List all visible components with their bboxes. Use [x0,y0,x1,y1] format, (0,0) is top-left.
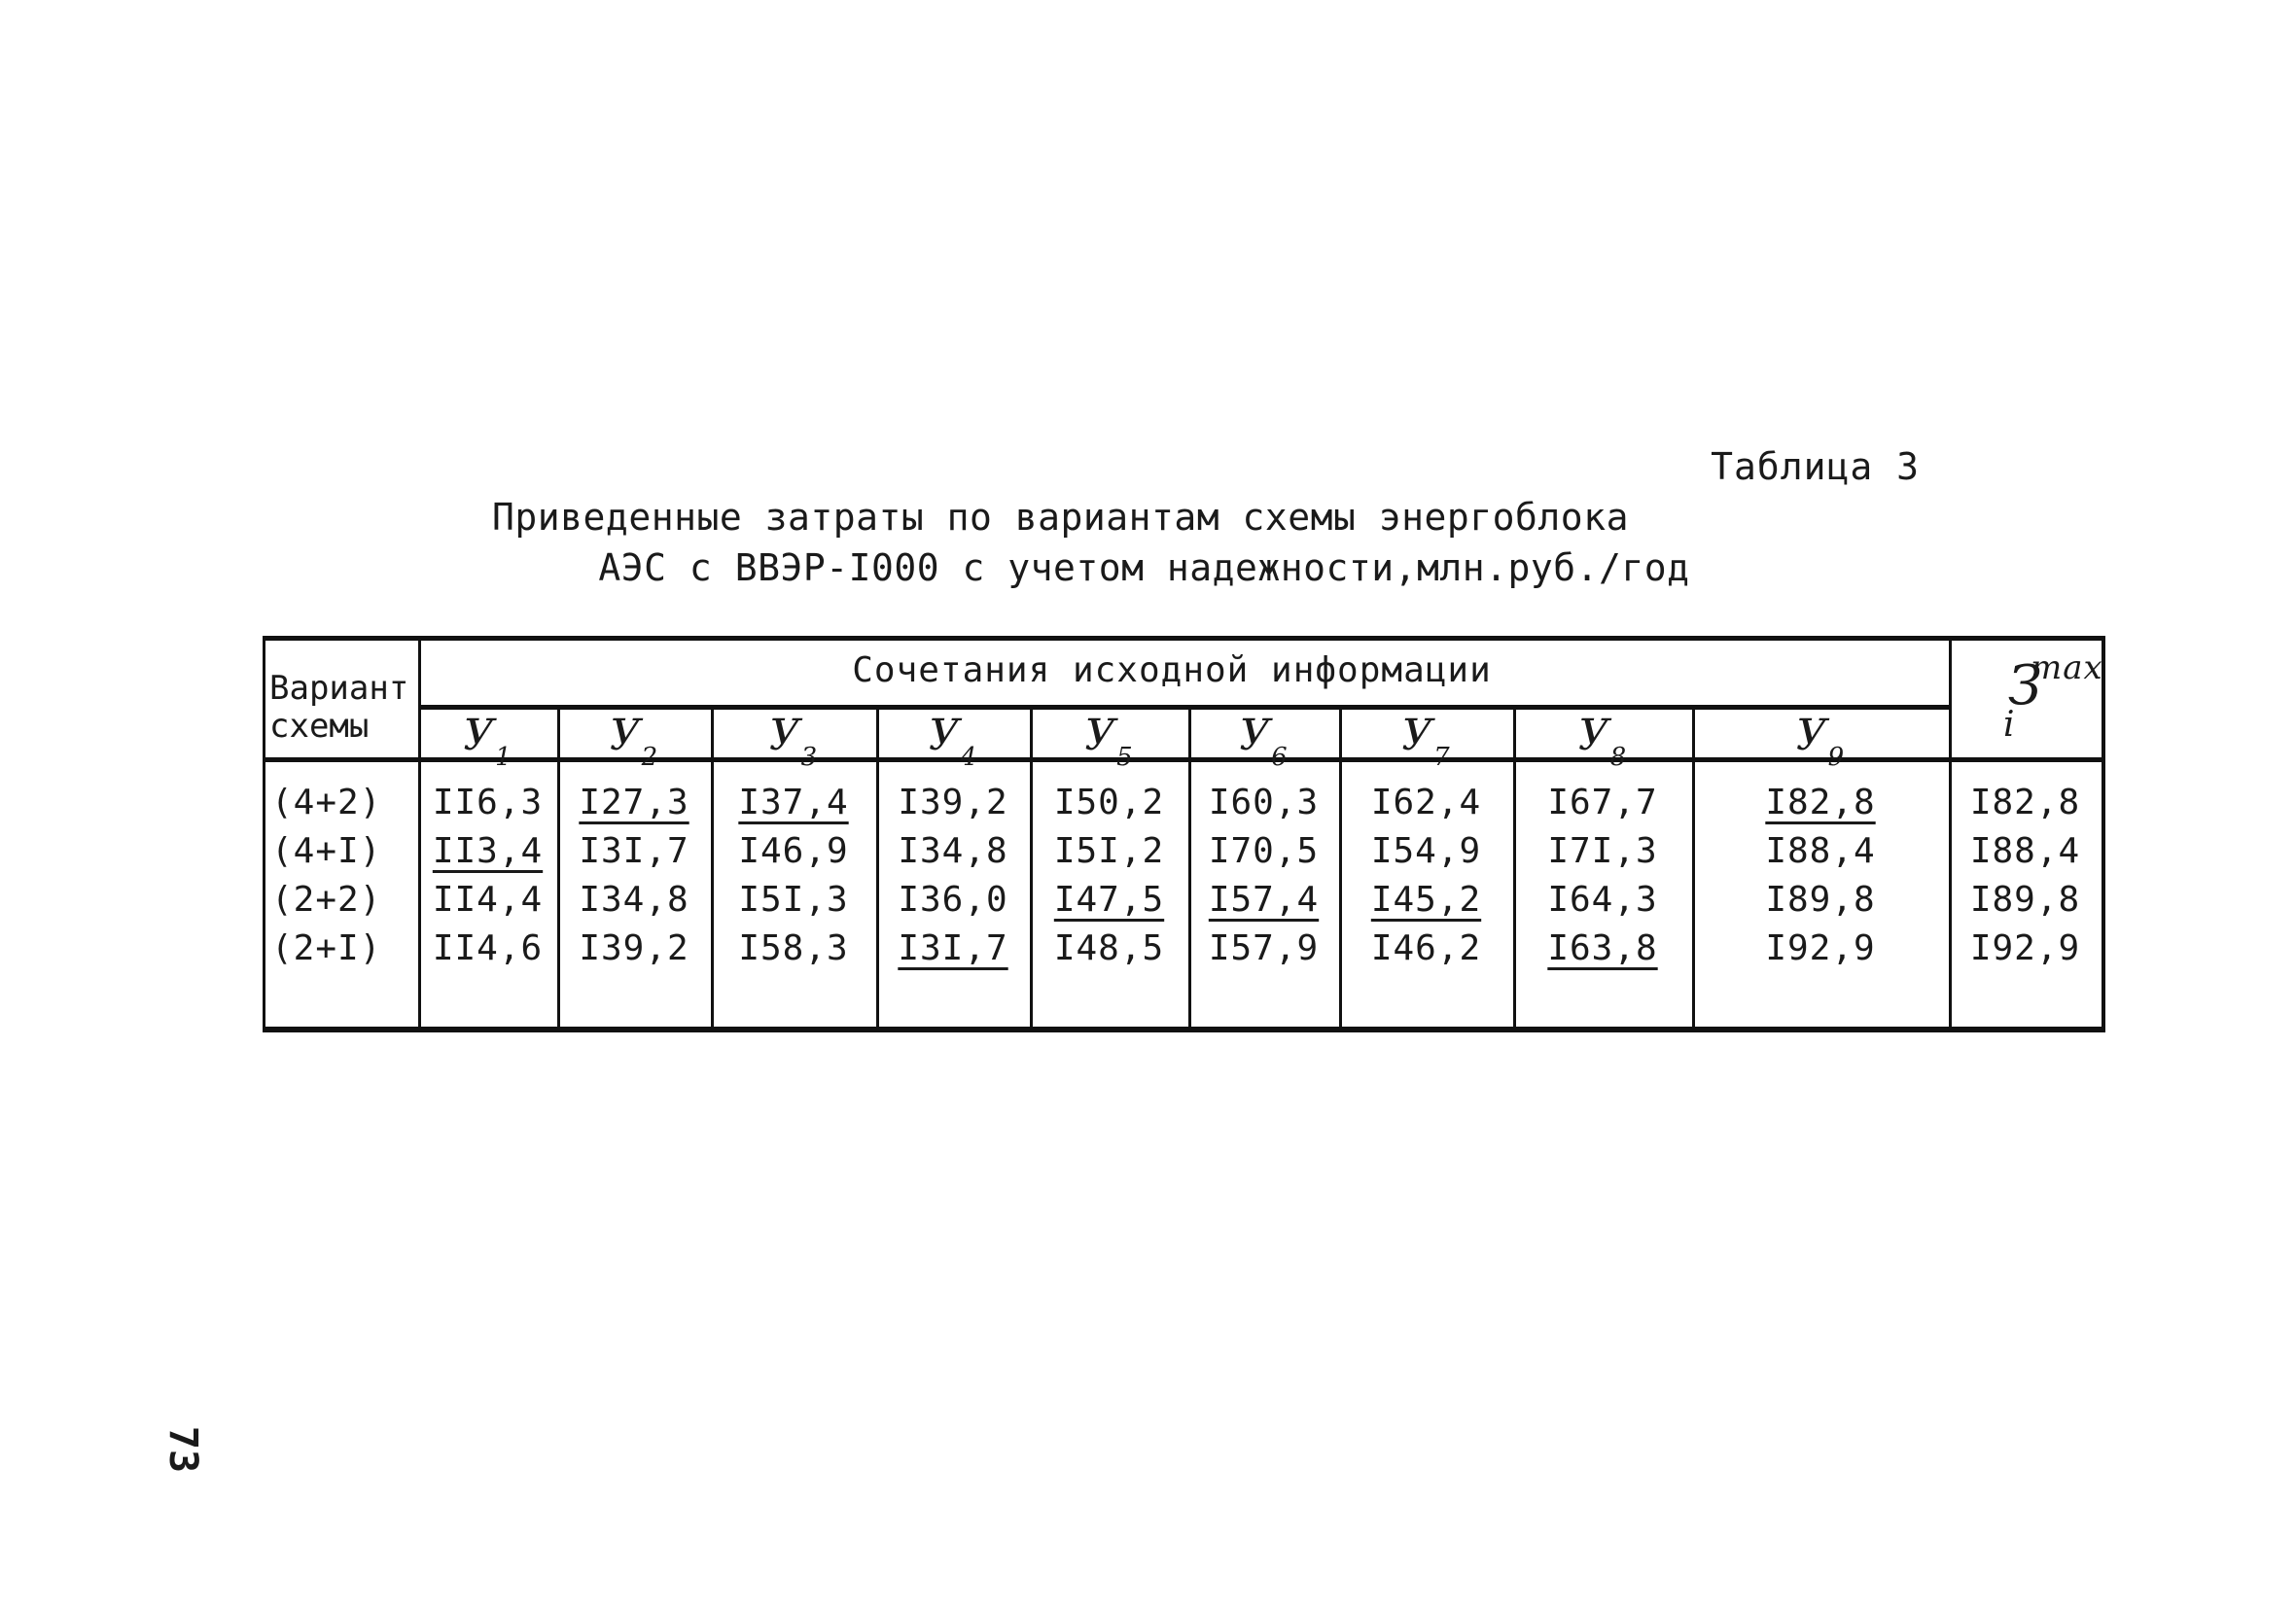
cost-value: I3I,7 [898,928,1008,968]
cost-cell [1030,783,1188,822]
column-header-symbol: У [1401,711,1434,760]
cost-value: I57,9 [1208,928,1320,968]
column-header-index: 3 [800,742,819,772]
cost-cell [557,880,711,920]
page-number: 73 [160,1425,206,1474]
cost-cell [711,928,876,968]
cost-cell-min [1692,783,1949,822]
cost-cell-min [711,783,876,822]
cost-value: I37,4 [738,783,849,822]
combinations-header: Сочетания исходной информации [852,650,1492,690]
table-caption: Таблица 3 [1711,445,1920,488]
cost-cell [1339,783,1513,822]
cost-cell [876,831,1030,871]
column-header-symbol: У [768,711,801,760]
cost-value: I34,8 [579,880,689,920]
row-label: (2+I) [271,928,382,968]
column-header-index: 1 [495,742,512,772]
cost-value: I47,5 [1053,880,1165,920]
cost-value: I57,4 [1208,880,1320,920]
cost-cell [1513,880,1692,920]
cost-value: I46,9 [738,831,849,871]
cost-cell [1513,831,1692,871]
cost-value: I62,4 [1370,783,1482,822]
cost-cell [1692,928,1949,968]
cost-cell [876,783,1030,822]
row-label: (4+I) [271,831,382,871]
cost-value: I92,9 [1765,928,1876,968]
column-header-symbol: У [463,711,496,760]
cost-value: I36,0 [898,880,1008,920]
cost-value: I39,2 [579,928,689,968]
cost-value: II4,6 [432,928,544,968]
cost-value: I67,7 [1547,783,1658,822]
column-header-y2 [557,711,711,772]
column-header-symbol: У [1084,711,1117,760]
zmax-superscript: max [2031,648,2103,687]
cost-cell [1339,831,1513,871]
cost-cell [1188,783,1339,822]
column-header-symbol: У [1795,711,1828,760]
cost-value: I50,2 [1053,783,1165,822]
column-header-symbol: У [1577,711,1610,760]
cost-cell [876,880,1030,920]
cost-cell [557,831,711,871]
column-header-y1 [418,711,557,772]
cost-cell-min [1030,880,1188,920]
cost-value: II4,4 [432,880,544,920]
cost-value: I27,3 [579,783,689,822]
cost-value: I60,3 [1208,783,1320,822]
cost-value: II6,3 [432,783,544,822]
cost-cell-min [418,831,557,871]
cost-cell-min [557,783,711,822]
cost-value: I5I,2 [1053,831,1165,871]
cost-cell [1692,831,1949,871]
cost-value: I34,8 [898,831,1008,871]
cost-cell [418,928,557,968]
cost-cell-min [1188,880,1339,920]
zmax-base: З [2008,654,2043,717]
cost-value: I82,8 [1765,783,1876,822]
column-header-y8 [1513,711,1692,772]
cost-cell [557,928,711,968]
cost-cell [1692,880,1949,920]
cost-value: I48,5 [1053,928,1165,968]
cost-cell [711,831,876,871]
column-header-index: 6 [1271,742,1289,772]
cost-cell [1030,928,1188,968]
zmax-header [1943,648,2108,745]
column-header-y3 [711,711,876,772]
column-header-index: 4 [960,742,978,772]
cost-value: I88,4 [1765,831,1876,871]
column-header-symbol: У [609,711,642,760]
column-header-index: 7 [1433,742,1451,772]
cost-cell [418,783,557,822]
cost-cell-min [1513,928,1692,968]
column-header-y4 [876,711,1030,772]
cost-value: I45,2 [1370,880,1482,920]
cost-value: I46,2 [1370,928,1482,968]
header-divider [418,705,1949,710]
zmax-subscript: i [2003,705,2016,745]
column-header-index: 8 [1609,742,1628,772]
table-title-line-2: АЭС с ВВЭР-I000 с учетом надежности,млн.руб./год [598,546,1690,589]
cost-cell [711,880,876,920]
cost-cell-min [1339,880,1513,920]
max-cost-cell: I89,8 [1969,880,2081,920]
cost-cell [1339,928,1513,968]
column-header-y7 [1339,711,1513,772]
cost-value: II3,4 [432,831,544,871]
cost-value: I58,3 [738,928,849,968]
column-header-index: 5 [1116,742,1134,772]
row-label: (2+2) [271,880,382,920]
cost-table [263,636,2105,1032]
variant-header-line-1: Вариант [269,669,409,708]
cost-cell [1030,831,1188,871]
cost-cell [1513,783,1692,822]
column-header-y6 [1188,711,1339,772]
cost-cell-min [876,928,1030,968]
column-header-symbol: У [928,711,961,760]
row-label: (4+2) [271,783,382,822]
cost-cell [418,880,557,920]
cost-value: I5I,3 [738,880,849,920]
variant-header-line-2: схемы [269,707,370,747]
cost-value: I7I,3 [1547,831,1658,871]
max-cost-cell: I88,4 [1969,831,2081,871]
cost-cell [1188,928,1339,968]
cost-value: I3I,7 [579,831,689,871]
max-cost-cell: I82,8 [1969,783,2081,822]
cost-value: I54,9 [1370,831,1482,871]
variant-header [269,670,408,746]
column-header-index: 9 [1827,742,1846,772]
column-header-symbol: У [1239,711,1272,760]
cost-cell [1188,831,1339,871]
max-cost-cell: I92,9 [1969,928,2081,968]
cost-value: I64,3 [1547,880,1658,920]
cost-value: I70,5 [1208,831,1320,871]
table-title-line-1: Приведенные затраты по вариантам схемы энергоблока [492,496,1629,539]
cost-value: I39,2 [898,783,1008,822]
column-header-y9 [1692,711,1949,772]
cost-value: I89,8 [1765,880,1876,920]
cost-value: I63,8 [1547,928,1658,968]
column-header-y5 [1030,711,1188,772]
column-header-index: 2 [641,742,659,772]
